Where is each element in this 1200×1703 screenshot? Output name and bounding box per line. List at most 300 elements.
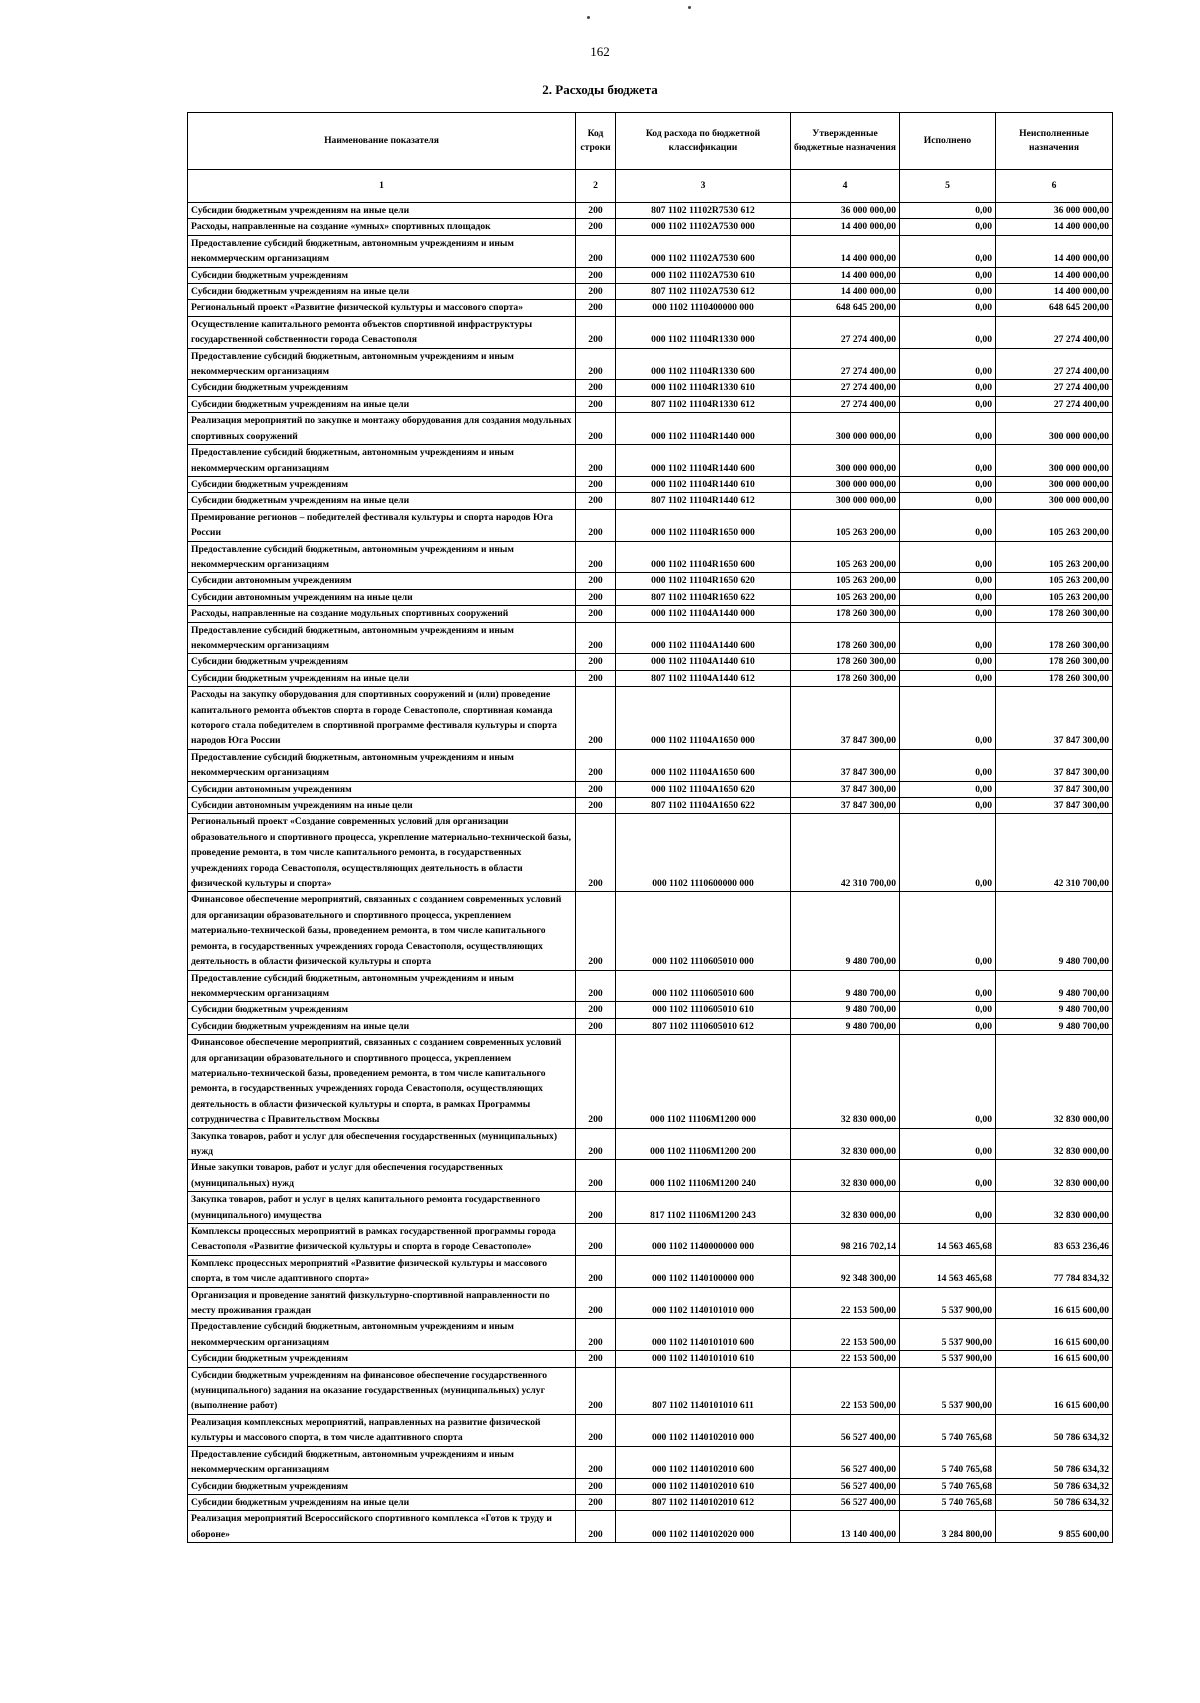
- row-executed: 0,00: [900, 235, 996, 267]
- row-expense-code: 000 1102 11104А1440 000: [616, 606, 791, 622]
- row-expense-code: 000 1102 11104А1650 600: [616, 749, 791, 781]
- column-number: 5: [900, 170, 996, 203]
- row-line-code: 200: [576, 380, 616, 396]
- row-remaining: 83 653 236,46: [996, 1224, 1113, 1256]
- row-approved: 56 527 400,00: [791, 1414, 900, 1446]
- table-row: [188, 1160, 1113, 1192]
- row-expense-code: 000 1102 1140102020 000: [616, 1511, 791, 1543]
- row-remaining: 27 274 400,00: [996, 348, 1113, 380]
- row-approved: 300 000 000,00: [791, 445, 900, 477]
- row-expense-code: 000 1102 11104R1440 000: [616, 413, 791, 445]
- row-remaining: 16 615 600,00: [996, 1287, 1113, 1319]
- row-executed: 0,00: [900, 798, 996, 814]
- table-row: [188, 892, 1113, 970]
- table-header-row: [188, 113, 1113, 170]
- row-remaining: 37 847 300,00: [996, 749, 1113, 781]
- row-expense-code: 000 1102 11106М1200 000: [616, 1035, 791, 1128]
- row-remaining: 50 786 634,32: [996, 1446, 1113, 1478]
- row-expense-code: 000 1102 1140100000 000: [616, 1255, 791, 1287]
- row-approved: 105 263 200,00: [791, 573, 900, 589]
- row-name: Субсидии автономным учреждениям на иные цели: [188, 798, 576, 814]
- row-line-code: 200: [576, 348, 616, 380]
- row-remaining: 32 830 000,00: [996, 1035, 1113, 1128]
- table-row: [188, 573, 1113, 589]
- row-line-code: 200: [576, 687, 616, 750]
- row-name: Комплексы процессных мероприятий в рамках государственной программы города Севастополя «Развитие физической культуры и спорта в городе Севастополе»: [188, 1224, 576, 1256]
- table-row: [188, 670, 1113, 686]
- row-executed: 0,00: [900, 749, 996, 781]
- section-title: 2. Расходы бюджета: [542, 82, 658, 97]
- header-line-code: Код строки: [576, 113, 616, 170]
- row-executed: 0,00: [900, 445, 996, 477]
- row-expense-code: 807 1102 11102А7530 612: [616, 284, 791, 300]
- row-name: Субсидии бюджетным учреждениям: [188, 267, 576, 283]
- row-line-code: 200: [576, 1414, 616, 1446]
- row-line-code: 200: [576, 316, 616, 348]
- row-line-code: 200: [576, 1287, 616, 1319]
- table-row: [188, 781, 1113, 797]
- row-approved: 14 400 000,00: [791, 235, 900, 267]
- table-row: [188, 1319, 1113, 1351]
- row-expense-code: 807 1102 1110605010 612: [616, 1018, 791, 1034]
- row-name: Реализация мероприятий Всероссийского спортивного комплекса «Готов к труду и обороне»: [188, 1511, 576, 1543]
- row-approved: 98 216 702,14: [791, 1224, 900, 1256]
- row-remaining: 9 480 700,00: [996, 1002, 1113, 1018]
- table-row: [188, 1018, 1113, 1034]
- table-row: [188, 413, 1113, 445]
- row-approved: 56 527 400,00: [791, 1446, 900, 1478]
- row-executed: 14 563 465,68: [900, 1255, 996, 1287]
- scan-speck: [688, 6, 691, 9]
- row-approved: 13 140 400,00: [791, 1511, 900, 1543]
- table-row: [188, 219, 1113, 235]
- row-executed: 0,00: [900, 413, 996, 445]
- row-approved: 37 847 300,00: [791, 781, 900, 797]
- row-expense-code: 000 1102 1140102010 610: [616, 1478, 791, 1494]
- row-expense-code: 807 1102 11104R1650 622: [616, 589, 791, 605]
- row-approved: 22 153 500,00: [791, 1367, 900, 1414]
- row-expense-code: 807 1102 11102R7530 612: [616, 203, 791, 219]
- row-line-code: 200: [576, 1494, 616, 1510]
- row-executed: 0,00: [900, 687, 996, 750]
- row-approved: 56 527 400,00: [791, 1494, 900, 1510]
- row-remaining: 300 000 000,00: [996, 493, 1113, 509]
- row-executed: 0,00: [900, 670, 996, 686]
- table-row: [188, 814, 1113, 892]
- row-expense-code: 000 1102 11104R1440 610: [616, 476, 791, 492]
- row-expense-code: 000 1102 1140102010 000: [616, 1414, 791, 1446]
- row-name: Предоставление субсидий бюджетным, автономным учреждениям и иным некоммерческим организациям: [188, 970, 576, 1002]
- row-line-code: 200: [576, 798, 616, 814]
- row-remaining: 300 000 000,00: [996, 476, 1113, 492]
- row-approved: 22 153 500,00: [791, 1319, 900, 1351]
- row-approved: 32 830 000,00: [791, 1160, 900, 1192]
- column-number: 2: [576, 170, 616, 203]
- row-name: Предоставление субсидий бюджетным, автономным учреждениям и иным некоммерческим организациям: [188, 541, 576, 573]
- row-name: Расходы на закупку оборудования для спортивных сооружений и (или) проведение капитального ремонта объектов спорта в городе Севастополе, спортивная команда которого стала победителем в спортивной программе фестиваля культуры и спорта народов Юга России: [188, 687, 576, 750]
- row-executed: 0,00: [900, 267, 996, 283]
- table-row: [188, 1255, 1113, 1287]
- row-approved: 9 480 700,00: [791, 1002, 900, 1018]
- row-line-code: 200: [576, 284, 616, 300]
- row-line-code: 200: [576, 413, 616, 445]
- row-name: Иные закупки товаров, работ и услуг для обеспечения государственных (муниципальных) нужд: [188, 1160, 576, 1192]
- row-name: Субсидии бюджетным учреждениям на иные цели: [188, 284, 576, 300]
- row-executed: 0,00: [900, 219, 996, 235]
- row-name: Субсидии бюджетным учреждениям: [188, 654, 576, 670]
- row-remaining: 27 274 400,00: [996, 316, 1113, 348]
- column-number: 4: [791, 170, 900, 203]
- row-remaining: 300 000 000,00: [996, 445, 1113, 477]
- row-line-code: 200: [576, 1128, 616, 1160]
- row-remaining: 14 400 000,00: [996, 219, 1113, 235]
- row-remaining: 105 263 200,00: [996, 589, 1113, 605]
- table-row: [188, 1414, 1113, 1446]
- row-remaining: 27 274 400,00: [996, 380, 1113, 396]
- row-name: Субсидии бюджетным учреждениям: [188, 476, 576, 492]
- row-name: Предоставление субсидий бюджетным, автономным учреждениям и иным некоммерческим организациям: [188, 445, 576, 477]
- column-number-row: [188, 170, 1113, 203]
- row-name: Предоставление субсидий бюджетным, автономным учреждениям и иным некоммерческим организациям: [188, 622, 576, 654]
- row-remaining: 14 400 000,00: [996, 235, 1113, 267]
- row-approved: 14 400 000,00: [791, 219, 900, 235]
- table-row: [188, 798, 1113, 814]
- row-executed: 0,00: [900, 380, 996, 396]
- table-row: [188, 235, 1113, 267]
- row-name: Предоставление субсидий бюджетным, автономным учреждениям и иным некоммерческим организациям: [188, 749, 576, 781]
- row-remaining: 42 310 700,00: [996, 814, 1113, 892]
- row-remaining: 37 847 300,00: [996, 687, 1113, 750]
- row-line-code: 200: [576, 300, 616, 316]
- row-line-code: 200: [576, 606, 616, 622]
- row-name: Региональный проект «Создание современных условий для организации образовательного и спортивного процесса, укрепление материально-технической базы, проведение ремонта, в том числе капитального ремонта, в государственных учреждениях города Севастополя, осуществляющих деятельность в области физической культуры и спорта»: [188, 814, 576, 892]
- row-line-code: 200: [576, 814, 616, 892]
- row-executed: 0,00: [900, 1002, 996, 1018]
- row-expense-code: 807 1102 11104R1330 612: [616, 396, 791, 412]
- row-name: Расходы, направленные на создание модульных спортивных сооружений: [188, 606, 576, 622]
- row-name: Комплекс процессных мероприятий «Развитие физической культуры и массового спорта, в том числе адаптивного спорта»: [188, 1255, 576, 1287]
- table-row: [188, 1478, 1113, 1494]
- row-remaining: 178 260 300,00: [996, 622, 1113, 654]
- row-line-code: 200: [576, 396, 616, 412]
- row-executed: 0,00: [900, 589, 996, 605]
- row-line-code: 200: [576, 589, 616, 605]
- row-line-code: 200: [576, 476, 616, 492]
- row-line-code: 200: [576, 1192, 616, 1224]
- column-number: 3: [616, 170, 791, 203]
- row-line-code: 200: [576, 1224, 616, 1256]
- row-executed: 0,00: [900, 396, 996, 412]
- row-name: Субсидии бюджетным учреждениям на иные цели: [188, 396, 576, 412]
- row-executed: 0,00: [900, 573, 996, 589]
- row-expense-code: 807 1102 11104А1650 622: [616, 798, 791, 814]
- row-name: Предоставление субсидий бюджетным, автономным учреждениям и иным некоммерческим организациям: [188, 235, 576, 267]
- row-remaining: 9 855 600,00: [996, 1511, 1113, 1543]
- header-expense-code: Код расхода по бюджетной классификации: [616, 113, 791, 170]
- row-expense-code: 000 1102 11106М1200 240: [616, 1160, 791, 1192]
- row-executed: 0,00: [900, 814, 996, 892]
- row-remaining: 37 847 300,00: [996, 798, 1113, 814]
- row-line-code: 200: [576, 970, 616, 1002]
- row-executed: 0,00: [900, 348, 996, 380]
- table-row: [188, 1351, 1113, 1367]
- table-row: [188, 606, 1113, 622]
- row-approved: 32 830 000,00: [791, 1128, 900, 1160]
- row-name: Субсидии бюджетным учреждениям: [188, 1002, 576, 1018]
- row-approved: 178 260 300,00: [791, 622, 900, 654]
- row-name: Осуществление капитального ремонта объектов спортивной инфраструктуры государственной собственности города Севастополя: [188, 316, 576, 348]
- row-executed: 0,00: [900, 1192, 996, 1224]
- row-approved: 648 645 200,00: [791, 300, 900, 316]
- row-name: Субсидии автономным учреждениям: [188, 573, 576, 589]
- row-name: Закупка товаров, работ и услуг в целях капитального ремонта государственного (муниципального) имущества: [188, 1192, 576, 1224]
- row-approved: 27 274 400,00: [791, 380, 900, 396]
- row-executed: 0,00: [900, 1160, 996, 1192]
- row-name: Субсидии бюджетным учреждениям: [188, 380, 576, 396]
- header-approved: Утвержденные бюджетные назначения: [791, 113, 900, 170]
- row-approved: 56 527 400,00: [791, 1478, 900, 1494]
- row-remaining: 16 615 600,00: [996, 1367, 1113, 1414]
- row-approved: 14 400 000,00: [791, 267, 900, 283]
- table-row: [188, 970, 1113, 1002]
- table-body: [188, 203, 1113, 1543]
- table-row: [188, 541, 1113, 573]
- row-remaining: 14 400 000,00: [996, 267, 1113, 283]
- row-name: Региональный проект «Развитие физической культуры и массового спорта»: [188, 300, 576, 316]
- budget-expenses-table: [187, 112, 1113, 1543]
- table-row: [188, 1367, 1113, 1414]
- row-executed: 0,00: [900, 1035, 996, 1128]
- row-expense-code: 000 1102 1140101010 610: [616, 1351, 791, 1367]
- row-line-code: 200: [576, 1255, 616, 1287]
- table-row: [188, 509, 1113, 541]
- row-remaining: 37 847 300,00: [996, 781, 1113, 797]
- row-expense-code: 817 1102 11106М1200 243: [616, 1192, 791, 1224]
- row-line-code: 200: [576, 1319, 616, 1351]
- row-approved: 37 847 300,00: [791, 749, 900, 781]
- row-executed: 0,00: [900, 622, 996, 654]
- table-row: [188, 493, 1113, 509]
- table-row: [188, 316, 1113, 348]
- row-line-code: 200: [576, 781, 616, 797]
- row-approved: 37 847 300,00: [791, 798, 900, 814]
- table-row: [188, 749, 1113, 781]
- row-executed: 0,00: [900, 284, 996, 300]
- row-approved: 22 153 500,00: [791, 1351, 900, 1367]
- row-expense-code: 000 1102 1110400000 000: [616, 300, 791, 316]
- row-line-code: 200: [576, 1367, 616, 1414]
- table-row: [188, 380, 1113, 396]
- row-approved: 32 830 000,00: [791, 1035, 900, 1128]
- scan-speck: [587, 16, 590, 19]
- row-executed: 3 284 800,00: [900, 1511, 996, 1543]
- row-remaining: 178 260 300,00: [996, 606, 1113, 622]
- row-remaining: 648 645 200,00: [996, 300, 1113, 316]
- row-name: Субсидии бюджетным учреждениям на финансовое обеспечение государственного (муниципального) задания на оказание государственных (муниципальных) услуг (выполнение работ): [188, 1367, 576, 1414]
- row-remaining: 300 000 000,00: [996, 413, 1113, 445]
- table-row: [188, 622, 1113, 654]
- row-expense-code: 000 1102 1110600000 000: [616, 814, 791, 892]
- row-line-code: 200: [576, 267, 616, 283]
- row-expense-code: 000 1102 11104R1330 000: [616, 316, 791, 348]
- row-executed: 5 740 765,68: [900, 1414, 996, 1446]
- row-name: Субсидии автономным учреждениям: [188, 781, 576, 797]
- row-line-code: 200: [576, 1351, 616, 1367]
- header-remaining: Неисполненные назначения: [996, 113, 1113, 170]
- row-line-code: 200: [576, 1478, 616, 1494]
- row-line-code: 200: [576, 892, 616, 970]
- row-remaining: 16 615 600,00: [996, 1319, 1113, 1351]
- table-row: [188, 1002, 1113, 1018]
- row-name: Предоставление субсидий бюджетным, автономным учреждениям и иным некоммерческим организациям: [188, 1319, 576, 1351]
- row-expense-code: 000 1102 11102А7530 610: [616, 267, 791, 283]
- row-name: Закупка товаров, работ и услуг для обеспечения государственных (муниципальных) нужд: [188, 1128, 576, 1160]
- table-row: [188, 1494, 1113, 1510]
- column-number: 6: [996, 170, 1113, 203]
- row-approved: 14 400 000,00: [791, 284, 900, 300]
- row-approved: 300 000 000,00: [791, 476, 900, 492]
- row-expense-code: 000 1102 1110605010 610: [616, 1002, 791, 1018]
- row-line-code: 200: [576, 654, 616, 670]
- row-expense-code: 000 1102 1140101010 600: [616, 1319, 791, 1351]
- row-line-code: 200: [576, 203, 616, 219]
- row-name: Реализация мероприятий по закупке и монтажу оборудования для создания модульных спортивных сооружений: [188, 413, 576, 445]
- row-expense-code: 000 1102 1110605010 600: [616, 970, 791, 1002]
- row-executed: 0,00: [900, 781, 996, 797]
- row-executed: 0,00: [900, 476, 996, 492]
- row-remaining: 178 260 300,00: [996, 654, 1113, 670]
- row-name: Предоставление субсидий бюджетным, автономным учреждениям и иным некоммерческим организациям: [188, 348, 576, 380]
- page-number: 162: [590, 44, 610, 59]
- row-executed: 5 740 765,68: [900, 1478, 996, 1494]
- table-row: [188, 300, 1113, 316]
- row-executed: 0,00: [900, 300, 996, 316]
- row-executed: 5 537 900,00: [900, 1351, 996, 1367]
- row-executed: 5 537 900,00: [900, 1367, 996, 1414]
- row-remaining: 27 274 400,00: [996, 396, 1113, 412]
- row-expense-code: 807 1102 11104R1440 612: [616, 493, 791, 509]
- row-name: Премирование регионов – победителей фестиваля культуры и спорта народов Юга России: [188, 509, 576, 541]
- row-name: Субсидии бюджетным учреждениям на иные цели: [188, 493, 576, 509]
- table-row: [188, 476, 1113, 492]
- row-approved: 9 480 700,00: [791, 892, 900, 970]
- row-expense-code: 000 1102 11104R1650 620: [616, 573, 791, 589]
- table-row: [188, 284, 1113, 300]
- row-line-code: 200: [576, 509, 616, 541]
- row-remaining: 32 830 000,00: [996, 1192, 1113, 1224]
- row-approved: 9 480 700,00: [791, 1018, 900, 1034]
- row-expense-code: 000 1102 1140000000 000: [616, 1224, 791, 1256]
- row-executed: 0,00: [900, 1018, 996, 1034]
- row-line-code: 200: [576, 541, 616, 573]
- row-expense-code: 000 1102 11104R1330 600: [616, 348, 791, 380]
- row-expense-code: 000 1102 11104А1650 000: [616, 687, 791, 750]
- table-row: [188, 348, 1113, 380]
- row-executed: 0,00: [900, 541, 996, 573]
- row-remaining: 105 263 200,00: [996, 541, 1113, 573]
- row-remaining: 50 786 634,32: [996, 1494, 1113, 1510]
- row-remaining: 36 000 000,00: [996, 203, 1113, 219]
- row-executed: 0,00: [900, 970, 996, 1002]
- table-row: [188, 267, 1113, 283]
- table-row: [188, 1035, 1113, 1128]
- row-remaining: 32 830 000,00: [996, 1160, 1113, 1192]
- table-row: [188, 1192, 1113, 1224]
- row-approved: 178 260 300,00: [791, 606, 900, 622]
- row-remaining: 16 615 600,00: [996, 1351, 1113, 1367]
- row-name: Финансовое обеспечение мероприятий, связанных с созданием современных условий для организации образовательного и спортивного процесса, укреплением материально-технической базы, проведением ремонта, в том числе капитального ремонта, в государственных учреждениях города Севастополя, осуществляющих деятельность в области физической культуры и спорта, в рамках Программы сотрудничества с Правительством Москвы: [188, 1035, 576, 1128]
- row-expense-code: 807 1102 1140101010 611: [616, 1367, 791, 1414]
- row-approved: 300 000 000,00: [791, 413, 900, 445]
- row-name: Субсидии бюджетным учреждениям: [188, 1351, 576, 1367]
- row-executed: 0,00: [900, 203, 996, 219]
- row-executed: 5 740 765,68: [900, 1494, 996, 1510]
- table-row: [188, 1224, 1113, 1256]
- row-approved: 22 153 500,00: [791, 1287, 900, 1319]
- row-name: Субсидии автономным учреждениям на иные цели: [188, 589, 576, 605]
- row-executed: 0,00: [900, 493, 996, 509]
- row-line-code: 200: [576, 1160, 616, 1192]
- table-row: [188, 654, 1113, 670]
- row-line-code: 200: [576, 1511, 616, 1543]
- header-name: Наименование показателя: [188, 113, 576, 170]
- column-number: 1: [188, 170, 576, 203]
- row-line-code: 200: [576, 749, 616, 781]
- row-remaining: 178 260 300,00: [996, 670, 1113, 686]
- row-executed: 5 537 900,00: [900, 1319, 996, 1351]
- row-line-code: 200: [576, 573, 616, 589]
- row-name: Субсидии бюджетным учреждениям: [188, 1478, 576, 1494]
- row-approved: 300 000 000,00: [791, 493, 900, 509]
- row-executed: 14 563 465,68: [900, 1224, 996, 1256]
- row-expense-code: 000 1102 1140102010 600: [616, 1446, 791, 1478]
- row-remaining: 105 263 200,00: [996, 573, 1113, 589]
- row-line-code: 200: [576, 445, 616, 477]
- row-expense-code: 000 1102 11104R1650 000: [616, 509, 791, 541]
- row-line-code: 200: [576, 493, 616, 509]
- row-executed: 0,00: [900, 316, 996, 348]
- row-name: Субсидии бюджетным учреждениям на иные цели: [188, 1494, 576, 1510]
- row-line-code: 200: [576, 1446, 616, 1478]
- row-approved: 178 260 300,00: [791, 670, 900, 686]
- row-approved: 92 348 300,00: [791, 1255, 900, 1287]
- row-expense-code: 000 1102 1110605010 000: [616, 892, 791, 970]
- row-expense-code: 000 1102 11104А1440 600: [616, 622, 791, 654]
- row-line-code: 200: [576, 1035, 616, 1128]
- row-expense-code: 807 1102 1140102010 612: [616, 1494, 791, 1510]
- table-row: [188, 396, 1113, 412]
- row-executed: 5 740 765,68: [900, 1446, 996, 1478]
- header-executed: Исполнено: [900, 113, 996, 170]
- row-expense-code: 000 1102 11104R1440 600: [616, 445, 791, 477]
- row-executed: 5 537 900,00: [900, 1287, 996, 1319]
- row-name: Субсидии бюджетным учреждениям на иные цели: [188, 1018, 576, 1034]
- row-expense-code: 000 1102 11104А1440 610: [616, 654, 791, 670]
- row-approved: 27 274 400,00: [791, 396, 900, 412]
- row-line-code: 200: [576, 235, 616, 267]
- row-remaining: 14 400 000,00: [996, 284, 1113, 300]
- row-executed: 0,00: [900, 606, 996, 622]
- row-name: Предоставление субсидий бюджетным, автономным учреждениям и иным некоммерческим организациям: [188, 1446, 576, 1478]
- table-row: [188, 1128, 1113, 1160]
- row-name: Финансовое обеспечение мероприятий, связанных с созданием современных условий для организации образовательного и спортивного процесса, укреплением материально-технической базы, проведением ремонта, в том числе капитального ремонта, в государственных учреждениях города Севастополя, осуществляющих деятельность в области физической культуры и спорта: [188, 892, 576, 970]
- row-expense-code: 807 1102 11104А1440 612: [616, 670, 791, 686]
- row-remaining: 32 830 000,00: [996, 1128, 1113, 1160]
- row-remaining: 50 786 634,32: [996, 1478, 1113, 1494]
- table-row: [188, 445, 1113, 477]
- table-row: [188, 1511, 1113, 1543]
- row-name: Субсидии бюджетным учреждениям на иные цели: [188, 203, 576, 219]
